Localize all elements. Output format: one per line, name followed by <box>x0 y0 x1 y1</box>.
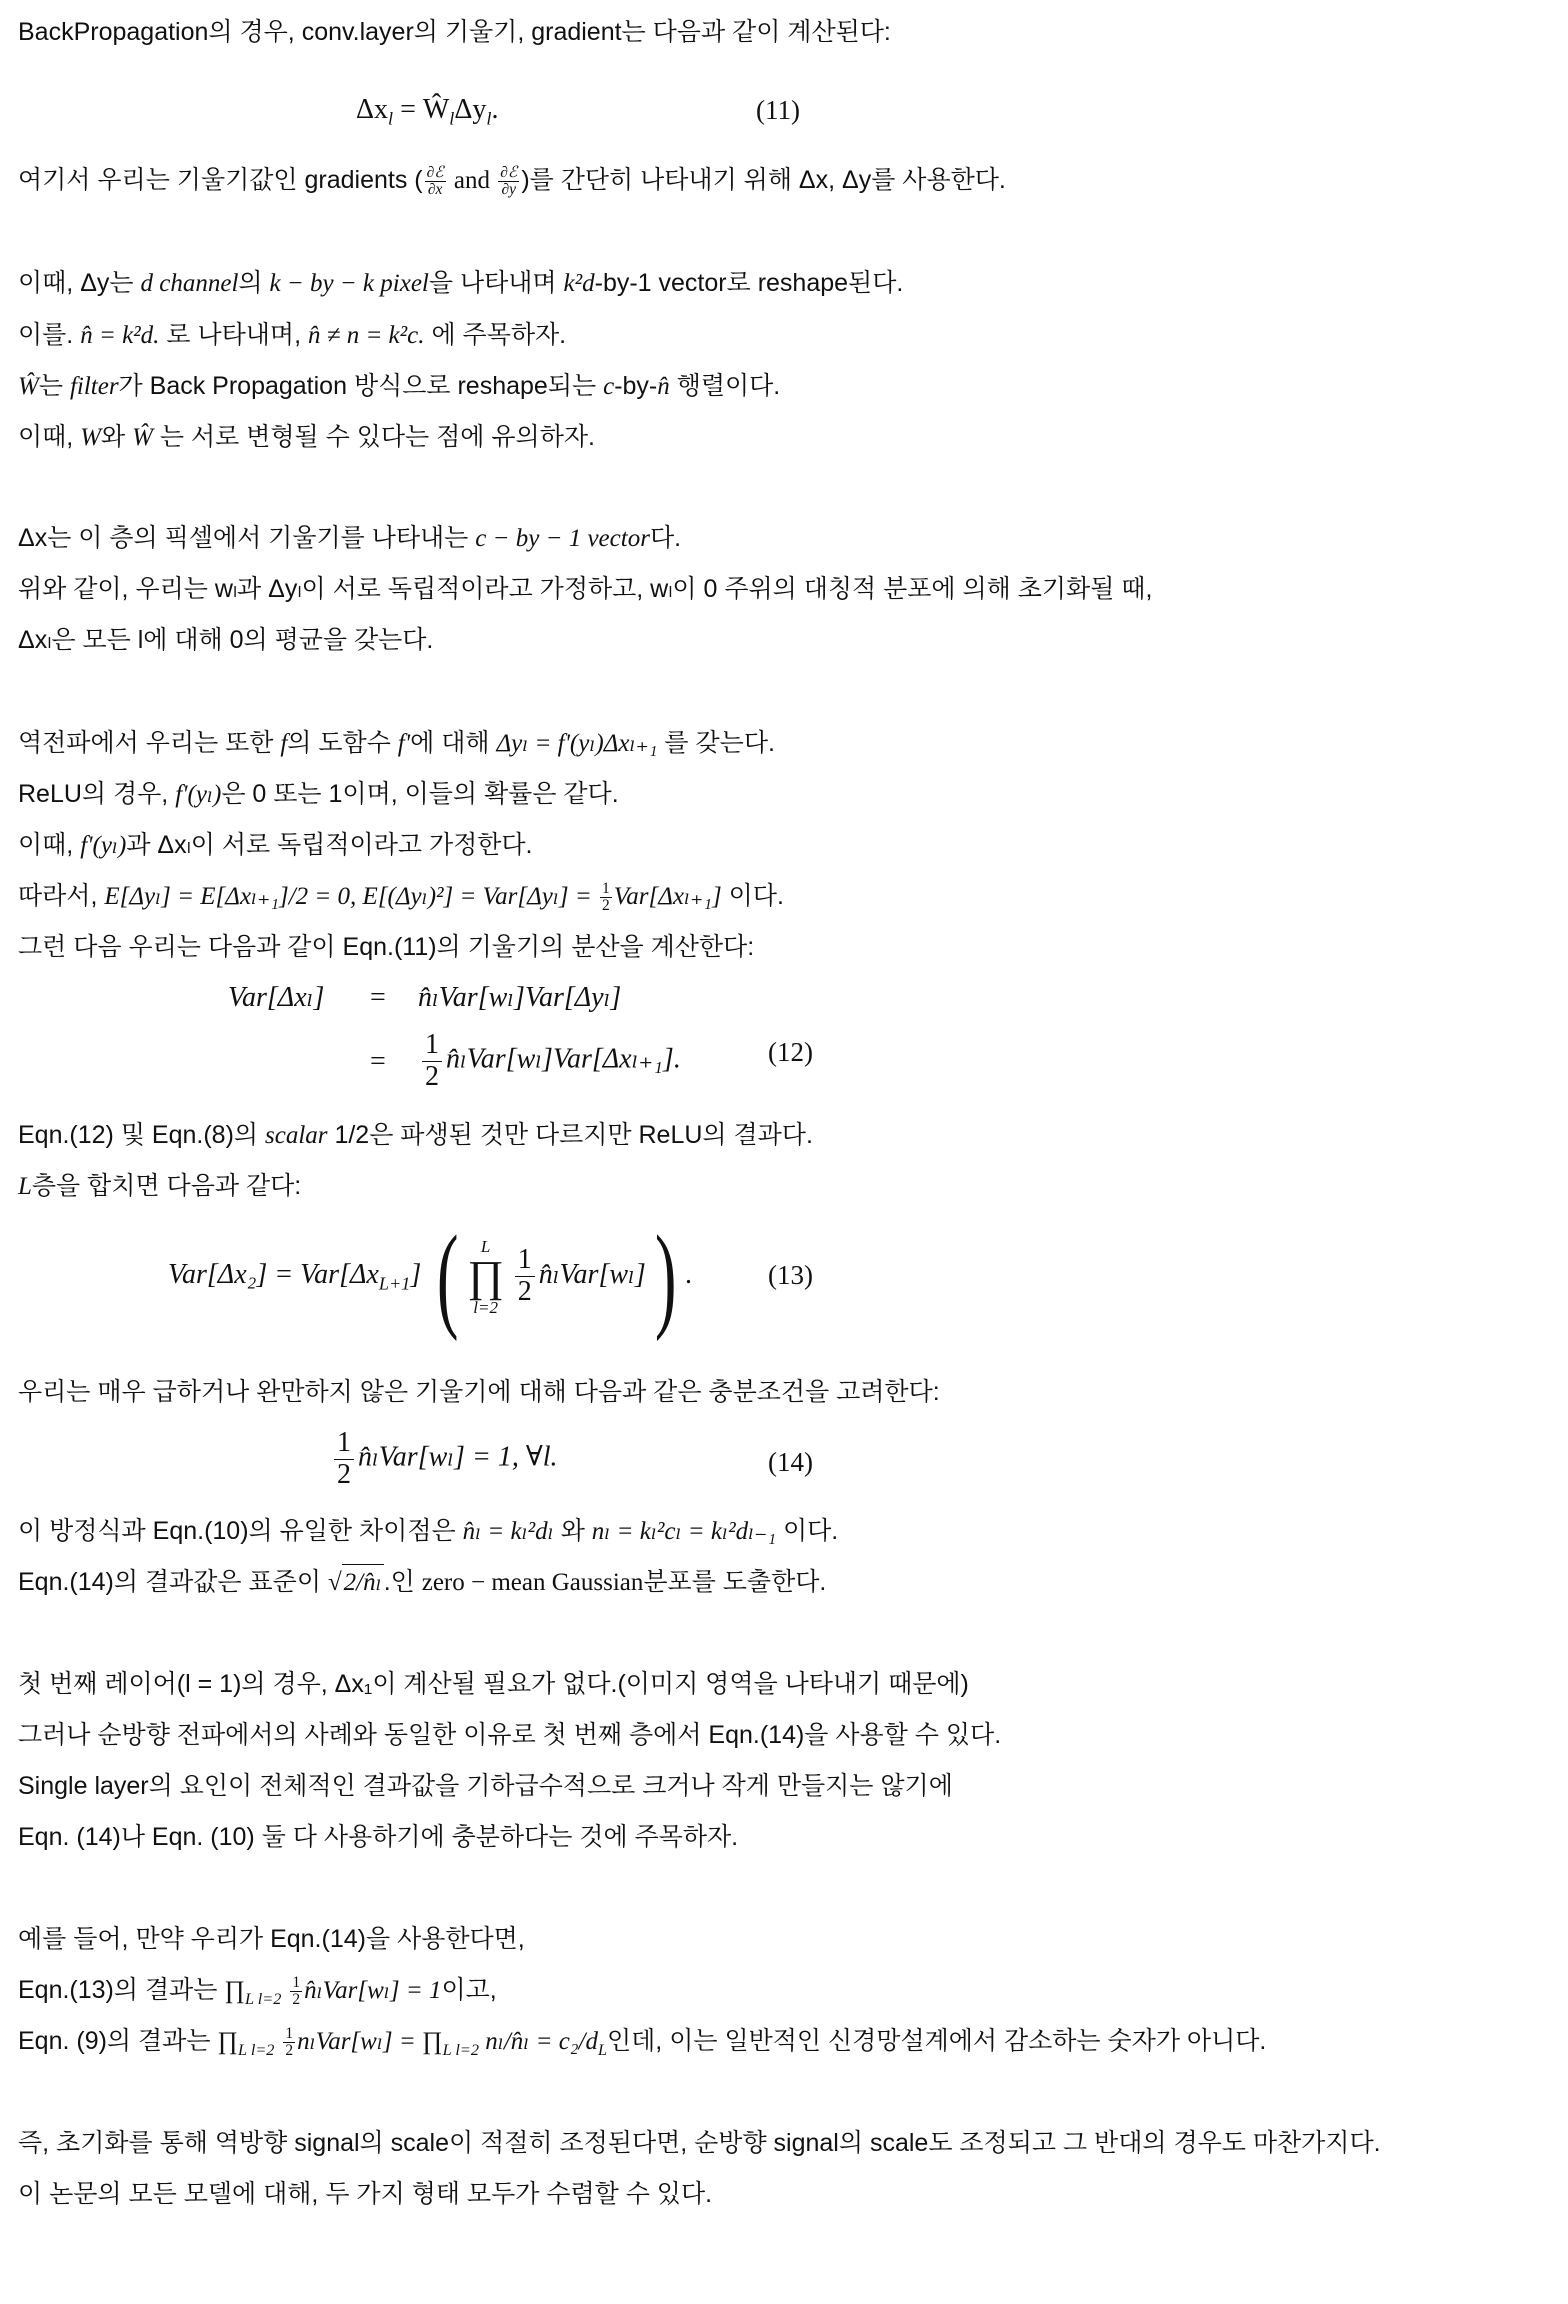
equation-12-line1-lhs: Var[Δxₗ] <box>228 982 325 1013</box>
text-line: 이때, Δy는 d channel의 k − by − k pixel을 나타내며 k²d-by-1 vector로 reshape된다. <box>18 269 904 297</box>
text-line: 첫 번째 레이어(l = 1)의 경우, Δx₁이 계산될 필요가 없다.(이미지 영역을 나타내기 때문에) <box>18 1670 969 1698</box>
equation-11: $\Delta x_l$ = $Ŵ_l\Delta y_l$. <box>356 94 499 129</box>
text-line: L층을 합치면 다음과 같다: <box>18 1172 302 1200</box>
text-line: Ŵ는 filter가 Back Propagation 방식으로 reshape되는 c-by-n̂ 행렬이다. <box>18 372 781 400</box>
text-line: BackPropagation의 경우, conv.layer의 기울기, gradient는 다음과 같이 계산된다: <box>18 18 891 46</box>
equation-number: (14) <box>768 1447 813 1477</box>
text-line: 이를. n̂ = k²d. 로 나타내며, n̂ ≠ n = k²c. 에 주목하자. <box>18 321 567 349</box>
equation-13: $Var[\Delta x_2] = Var[\Delta x_{L+1}]$ ( L ∏ l=2 $\frac{1}{2}$ n̂ₗVar[wₗ]) . <box>168 1210 693 1342</box>
text-line: Eqn.(12) 및 Eqn.(8)의 scalar 1/2은 파생된 것만 다르지만 ReLU의 결과다. <box>18 1121 813 1149</box>
equation-12-line2-eq: = <box>370 1046 386 1077</box>
text-line: 위와 같이, 우리는 wₗ과 Δyₗ이 서로 독립적이라고 가정하고, wₗ이 0 주위의 대칭적 분포에 의해 초기화될 때, <box>18 575 1153 603</box>
equation-14: $\frac{1}{2}$ n̂ₗVar[wₗ] = 1, ∀l. <box>330 1428 558 1491</box>
text-line: 그런 다음 우리는 다음과 같이 Eqn.(11)의 기울기의 분산을 계산한다: <box>18 933 755 961</box>
equation-number: (11) <box>756 95 800 125</box>
text-line: ReLU의 경우, f'(yₗ)은 0 또는 1이며, 이들의 확률은 같다. <box>18 780 619 808</box>
text-line: 이 논문의 모든 모델에 대해, 두 가지 형태 모두가 수렴할 수 있다. <box>18 2180 713 2208</box>
text-line: 이때, W와 Ŵ 는 서로 변형될 수 있다는 점에 유의하자. <box>18 423 595 451</box>
text-line: Eqn.(13)의 결과는 $\prod_{L l=2}$ $\frac{1}{2}$ n̂ₗVar[wₗ] = 1이고, <box>18 1973 497 2008</box>
text-line: 따라서, E[Δyₗ] = E[Δxₗ₊₁]/2 = 0, E[(Δyₗ)²] = Var[Δyₗ] = $\frac{1}{2}$ Var[Δxₗ₊₁] 이다. <box>18 879 784 914</box>
text-line: Eqn. (14)나 Eqn. (10) 둘 다 사용하기에 충분하다는 것에 주목하자. <box>18 1823 739 1851</box>
equation-12-line1-rhs: n̂ₗVar[wₗ]Var[Δyₗ] <box>418 982 622 1013</box>
text-line: 예를 들어, 만약 우리가 Eqn.(14)을 사용한다면, <box>18 1925 525 1953</box>
text-line: 즉, 초기화를 통해 역방향 signal의 scale이 적절히 조정된다면, 순방향 signal의 scale도 조정되고 그 반대의 경우도 마찬가지다. <box>18 2129 1381 2157</box>
text-line: Eqn. (9)의 결과는 $\prod_{L l=2}$ $\frac{1}{2}$ $n_lVar[w_l] = \prod_{L l=2}$ nₗ/n̂ₗ = $c_2/d_L$인데, 이는 일반적인 신경망설계에서 감소하는 숫자가 아니다. <box>18 2024 1267 2059</box>
text-line: 이 방정식과 Eqn.(10)의 유일한 차이점은 n̂ₗ = kₗ²dₗ 와 nₗ = kₗ²cₗ = kₗ²dₗ₋₁ 이다. <box>18 1517 839 1545</box>
text-line: 이때, f'(yₗ)과 Δxₗ이 서로 독립적이라고 가정한다. <box>18 831 533 859</box>
text-line: 그러나 순방향 전파에서의 사례와 동일한 이유로 첫 번째 층에서 Eqn.(14)을 사용할 수 있다. <box>18 1721 1002 1749</box>
equation-12-line1-eq: = <box>370 982 386 1013</box>
equation-12-line2-rhs: $\frac{1}{2}$ n̂ₗVar[wₗ]Var[Δxₗ₊₁]. <box>418 1030 681 1093</box>
text-line: Eqn.(14)의 결과값은 표준이 √2/n̂ₗ.인 zero − mean Gaussian분포를 도출한다. <box>18 1564 826 1601</box>
text-line: 우리는 매우 급하거나 완만하지 않은 기울기에 대해 다음과 같은 충분조건을 고려한다: <box>18 1378 940 1406</box>
text-line: 여기서 우리는 기울기값인 gradients ( $\frac{\text{∂ℰ}}{\partial x}$ and $\frac{\text{∂ℰ}}{\partial y}$ )를 간단히 나타내기 위해 Δx, Δy를 사용한다. <box>18 163 1006 198</box>
text-line: 역전파에서 우리는 또한 f의 도함수 f'에 대해 Δyₗ = f'(yₗ)Δxₗ₊₁ 를 갖는다. <box>18 729 775 757</box>
text-line: Δxₗ은 모든 l에 대해 0의 평균을 갖는다. <box>18 626 434 654</box>
equation-number: (13) <box>768 1260 813 1290</box>
text-line: Δx는 이 층의 픽셀에서 기울기를 나타내는 c − by − 1 vector다. <box>18 524 682 552</box>
equation-number: (12) <box>768 1037 813 1067</box>
text-line: Single layer의 요인이 전체적인 결과값을 기하급수적으로 크거나 작게 만들지는 않기에 <box>18 1772 953 1800</box>
